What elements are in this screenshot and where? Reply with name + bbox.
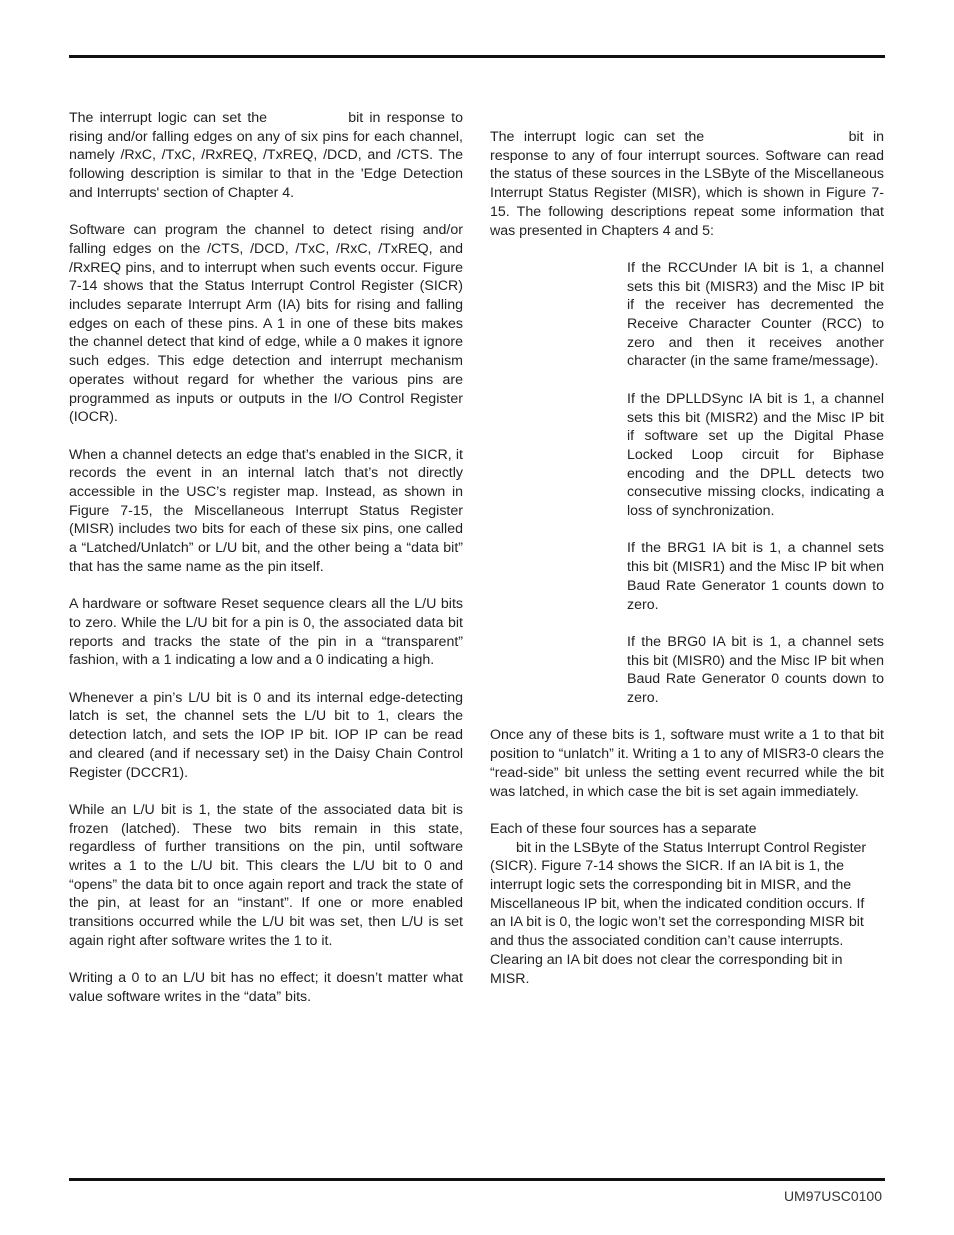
left-paragraph-5: Whenever a pin’s L/U bit is 0 and its internal edge-detecting latch is set, the channel sets the L/U bit to 1, clears the detection latch, and sets the IOP IP bit. IOP IP can be read and cleared (and if necessary set) in the Daisy Chain Control Register (DCCR1). bbox=[69, 689, 463, 781]
rccunder-description: If the RCCUnder IA bit is 1, a channel sets this bit (MISR3) and the Misc IP bit if the receiver has decremented the Receive Character Counter (RCC) to zero and then it receives another character (in the same frame/message). bbox=[627, 259, 884, 370]
right-paragraph-1-start: The interrupt logic can set the bbox=[490, 129, 705, 145]
right-paragraph-1 bbox=[490, 128, 884, 240]
footer-rule bbox=[69, 1178, 885, 1181]
right-paragraph-3 bbox=[490, 820, 884, 988]
left-paragraph-3: When a channel detects an edge that’s enabled in the SICR, it records the event in an internal latch that’s not directly accessible in the USC’s register map. Instead, as shown in Figure 7-15, the Miscellaneous Interrupt Status Register (MISR) includes two bits for each of these six pins, one called a “Latched/Unlatch” or L/U bit, and the other being a “data bit” that has the same name as the pin itself. bbox=[69, 446, 463, 575]
left-paragraph-6: While an L/U bit is 1, the state of the associated data bit is frozen (latched). These two bits remain in this state, regardless of further transitions on the pin, until software writes a 1 to the L/U bit. This clears the L/U bit to 0 and “opens” the data bit to once again report and track the state of the pin, at least for an “instant”. If one or more enabled transitions occurred while the L/U bit was set, then L/U is set again right after software writes the 1 to it. bbox=[69, 801, 463, 949]
right-paragraph-3-start: Each of these four sources has a separate bbox=[490, 820, 757, 837]
right-paragraph-1-end: bit in response to any of four interrupt sources. Software can read the status of these sources in the LSByte of the Miscellaneous Interrupt Status Register (MISR), which is shown in Figure 7-15. The following descriptions repeat some information that was presented in Chapters 4 and 5: bbox=[490, 129, 884, 239]
brg1-description: If the BRG1 IA bit is 1, a channel sets this bit (MISR1) and the Misc IP bit when Baud Rate Generator 1 counts down to zero. bbox=[627, 540, 884, 613]
left-paragraph-7: Writing a 0 to an L/U bit has no effect; it doesn’t matter what value software writes in the “data” bits. bbox=[69, 970, 463, 1005]
brg0-description: If the BRG0 IA bit is 1, a channel sets this bit (MISR0) and the Misc IP bit when Baud Rate Generator 0 counts down to zero. bbox=[627, 633, 884, 707]
left-paragraph-1 bbox=[69, 109, 463, 203]
left-column bbox=[69, 109, 463, 1025]
right-paragraph-2: Once any of these bits is 1, software must write a 1 to that bit position to “unlatch” it. Writing a 1 to any of MISR3-0 clears the “read-side” bit unless the setting event recurred while the bit was latched, in which case the bit is set again immediately. bbox=[490, 727, 885, 800]
document-id: UM97USC0100 bbox=[783, 1188, 882, 1204]
right-column bbox=[490, 128, 884, 1007]
left-paragraph-2: Software can program the channel to detect rising and/or falling edges on the /CTS, /DCD, /TxC, /RxC, /TxREQ, and /RxREQ pins, and to interrupt when such events occur. Figure 7-14 shows that the Status Interrupt Control Register (SICR) includes separate Interrupt Arm (IA) bits for rising and falling edges on each of these pins. A 1 in one of these bits makes the channel detect that kind of edge, while a 0 makes it ignore such edges. This edge detection and interrupt mechanism operates without regard for whether the various pins are programmed as inputs or outputs in the I/O Control Register (IOCR). bbox=[69, 222, 463, 426]
left-paragraph-1-end: bit in response to rising and/or falling edges on any of six pins for each channel, namely /RxC, /TxC, /RxREQ, /TxREQ, /DCD, and /CTS. The following description is similar to that in the 'Edge Detection and Interrupts' section of Chapter 4. bbox=[69, 110, 463, 201]
left-paragraph-1-start: The interrupt logic can set the bbox=[69, 110, 268, 126]
right-paragraph-3-end: bit in the LSByte of the Status Interrupt Control Register (SICR). Figure 7-14 shows the SICR. If an IA bit is 1, the interrupt logic sets the corresponding bit in MISR, and the Miscellaneous IP bit, when the indicated condition occurs. If an IA bit is 0, the logic won’t set the corresponding MISR bit and thus the associated condition can’t cause interrupts. Clearing an IA bit does not clear the corresponding bit in MISR. bbox=[490, 839, 867, 987]
left-paragraph-4: A hardware or software Reset sequence clears all the L/U bits to zero. While the L/U bit for a pin is 0, the associated data bit reports and tracks the state of the pin in a “transparent” fashion, with a 1 indicating a low and a 0 indicating a high. bbox=[69, 596, 463, 669]
header-rule bbox=[69, 55, 885, 58]
dplldsync-description: If the DPLLDSync IA bit is 1, a channel sets this bit (MISR2) and the Misc IP bit if software set up the Digital Phase Locked Loop circuit for Biphase encoding and the DPLL detects two consecutive missing clocks, indicating a loss of synchronization. bbox=[627, 390, 884, 520]
